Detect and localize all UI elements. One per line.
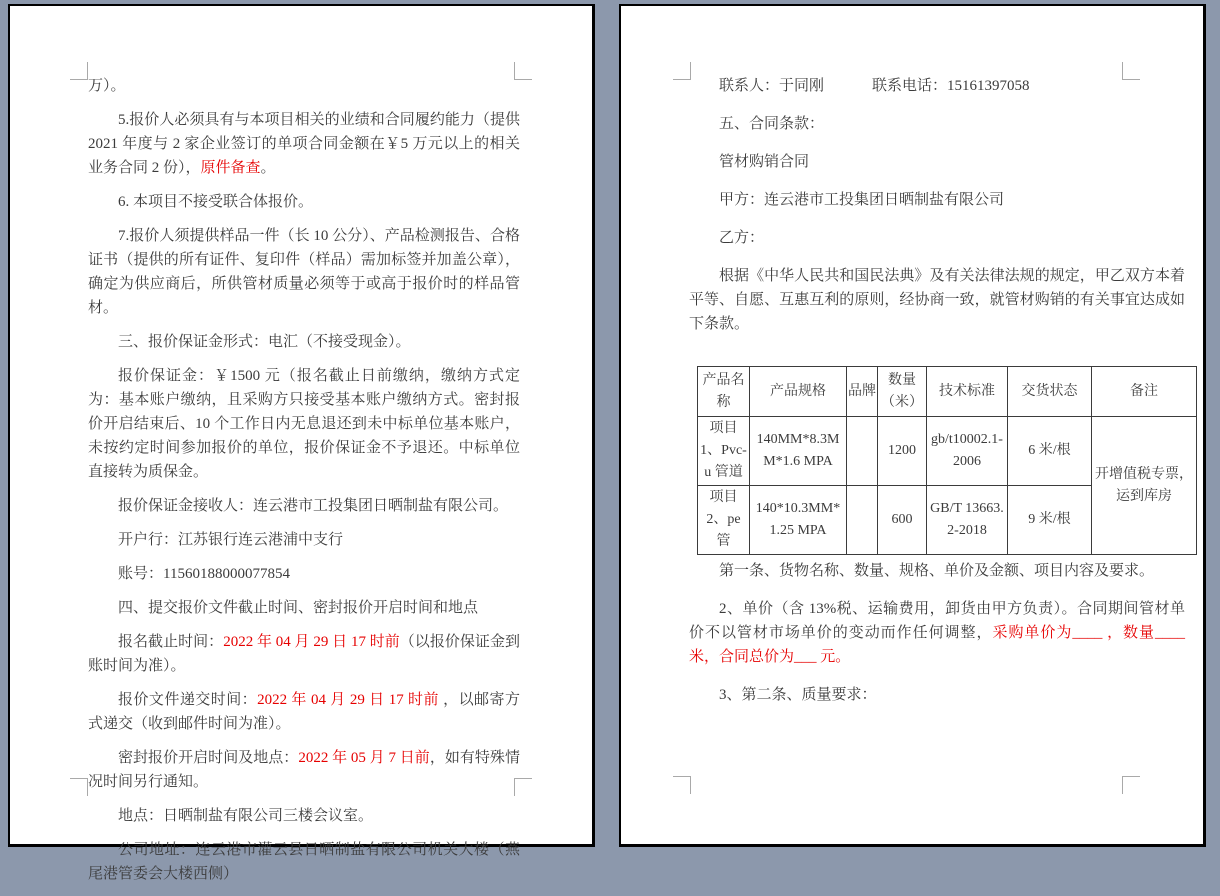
- paragraph-register-deadline: [88, 630, 520, 678]
- text-run-red: 2022 年 04 月 29 日 17 时前: [257, 692, 439, 708]
- paragraph-contact: [689, 74, 1185, 98]
- text-run: 五、合同条款：: [719, 116, 825, 132]
- text-run: 2、单价（含 13%税、运输费用，卸货由甲方负责）。合同期间管材单价不以管材市场单价的变动而作任何调整，: [689, 601, 1185, 641]
- phone-label: 联系电话：: [872, 78, 948, 94]
- page-1-text-area: [88, 74, 520, 896]
- text-run: 公司地址：连云港市灌云县日晒制盐有限公司机关大楼（燕尾港管委会大楼西侧）: [88, 842, 520, 882]
- cell-product-name: 项目 1、Pvc-u 管道: [698, 417, 750, 486]
- page-2-text-area: [689, 74, 1193, 721]
- paragraph-party-a: [689, 188, 1185, 212]
- text-run: ，以邮寄方式递交（收到邮件时间为准）。: [88, 692, 520, 732]
- margin-mark-bottom-left: [70, 778, 88, 796]
- cell-standard: GB/T 13663.2-2018: [927, 486, 1008, 555]
- paragraph-quality: [689, 683, 1185, 707]
- cell-spec: 140MM*8.3MM*1.6 MPA: [750, 417, 847, 486]
- cell-brand: [847, 486, 878, 555]
- paragraph-section-5: [689, 112, 1185, 136]
- table-header-row: [698, 367, 1197, 417]
- text-run: 乙方：: [719, 230, 765, 246]
- paragraph-account-number: [88, 562, 520, 586]
- col-header-quantity: 数量（米）: [878, 367, 927, 417]
- paragraph-unit-price: [689, 597, 1185, 669]
- contact-label: 联系人：: [719, 78, 780, 94]
- col-header-remark: 备注: [1092, 367, 1197, 417]
- margin-mark-top-left: [70, 62, 88, 80]
- text-run: 地点：日晒制盐有限公司三楼会议室。: [118, 808, 374, 824]
- cell-quantity: 1200: [878, 417, 927, 486]
- text-run-red: 原件备查: [200, 160, 261, 176]
- cell-delivery: 9 米/根: [1008, 486, 1092, 555]
- col-header-delivery: 交货状态: [1008, 367, 1092, 417]
- paragraph-item-6: [88, 190, 520, 214]
- text-run: 管材购销合同: [719, 154, 810, 170]
- text-run: 7.报价人须提供样品一件（长 10 公分）、产品检测报告、合格证书（提供的所有证件、复印件（样品）需加标签并加盖公章），确定为供应商后，所供管材质量必须等于或高于报价时的样品管材。: [88, 228, 520, 316]
- text-run-red: 采购单价为____ ，数量____米，合同总价为___ 元。: [689, 625, 1185, 665]
- text-run: 根据《中华人民共和国民法典》及有关法律法规的规定，甲乙双方本着平等、自愿、互惠互利的原则，经协商一致，就管材购销的有关事宜达成如下条款。: [689, 268, 1185, 332]
- col-header-standard: 技术标准: [927, 367, 1008, 417]
- text-run: 第一条、货物名称、数量、规格、单价及金额、项目内容及要求。: [719, 563, 1155, 579]
- text-run: 5.报价人必须具有与本项目相关的业绩和合同履约能力（提供 2021 年度与 2 家企业签订的单项合同金额在￥5 万元以上的相关业务合同 2 份），: [88, 112, 520, 176]
- paragraph-bond-receiver: [88, 494, 520, 518]
- text-run: 报价保证金接收人：连云港市工投集团日晒制盐有限公司。: [118, 498, 509, 514]
- paragraph-place: [88, 804, 520, 828]
- paragraph-bond: [88, 364, 520, 484]
- col-header-product-name: 产品名称: [698, 367, 750, 417]
- paragraph-section-4: [88, 596, 520, 620]
- margin-mark-bottom-left: [673, 776, 691, 794]
- paragraph-bank: [88, 528, 520, 552]
- paragraph-item-7: [88, 224, 520, 320]
- table-row: [698, 417, 1197, 486]
- cell-spec: 140*10.3MM*1.25 MPA: [750, 486, 847, 555]
- paragraph-submit-deadline: [88, 688, 520, 736]
- text-run: 甲方：连云港市工投集团日晒制盐有限公司: [719, 192, 1005, 208]
- paragraph-item-5: [88, 108, 520, 180]
- goods-table: [697, 366, 1197, 555]
- margin-mark-bottom-right: [1122, 776, 1140, 794]
- text-run: 四、提交报价文件截止时间、密封报价开启时间和地点: [118, 600, 479, 616]
- text-run: 报价文件递交时间：: [118, 692, 258, 708]
- text-run: 开户行：江苏银行连云港浦中支行: [118, 532, 344, 548]
- text-run: （以报价保证金到账时间为准）。: [88, 634, 520, 674]
- text-run: 报名截止时间：: [118, 634, 224, 650]
- paragraph-open-time: [88, 746, 520, 794]
- text-run-red: 2022 年 04 月 29 日 17 时前: [223, 634, 400, 650]
- paragraph-company-address: [88, 838, 520, 886]
- phone-number: 15161397058: [947, 78, 1030, 94]
- text-run: 6. 本项目不接受联合体报价。: [118, 194, 314, 210]
- cell-delivery: 6 米/根: [1008, 417, 1092, 486]
- document-page-2[interactable]: [619, 4, 1206, 847]
- cell-quantity: 600: [878, 486, 927, 555]
- text-run: 密封报价开启时间及地点：: [118, 750, 299, 766]
- text-run: 3、第二条、质量要求：: [719, 687, 877, 703]
- paragraph-party-b: [689, 226, 1185, 250]
- text-run: 万）。: [88, 78, 126, 94]
- document-page-1[interactable]: [8, 4, 595, 882]
- paragraph-legal-basis: [689, 264, 1185, 336]
- text-run: 三、报价保证金形式：电汇（不接受现金）。: [118, 334, 411, 350]
- paragraph-section-3: [88, 330, 520, 354]
- paragraph-contract-title: [689, 150, 1185, 174]
- paragraph-clause-1: [689, 559, 1185, 583]
- text-run: 。: [260, 160, 276, 176]
- cell-brand: [847, 417, 878, 486]
- text-run: 报价保证金：￥1500 元（报名截止日前缴纳，缴纳方式定为：基本账户缴纳，且采购方只接受基本账户缴纳方式。密封报价开启结束后、10 个工作日内无息退还到未中标单位基本账户，未按约定时间参加报价的单位，报价保证金不予退还。中标单位直接转为质保金。: [88, 368, 520, 480]
- paragraph-continuation: [88, 74, 520, 98]
- text-run: ，如有特殊情况时间另行通知。: [88, 750, 520, 790]
- col-header-brand: 品牌: [847, 367, 878, 417]
- cell-remark: 开增值税专票，运到库房: [1092, 417, 1197, 555]
- cell-standard: gb/t10002.1-2006: [927, 417, 1008, 486]
- text-run-red: 2022 年 05 月 7 日前: [298, 750, 430, 766]
- text-run: 账号：11560188000077854: [118, 566, 290, 582]
- cell-product-name: 项目 2、pe 管: [698, 486, 750, 555]
- contact-name: 于同刚: [779, 78, 825, 94]
- col-header-spec: 产品规格: [750, 367, 847, 417]
